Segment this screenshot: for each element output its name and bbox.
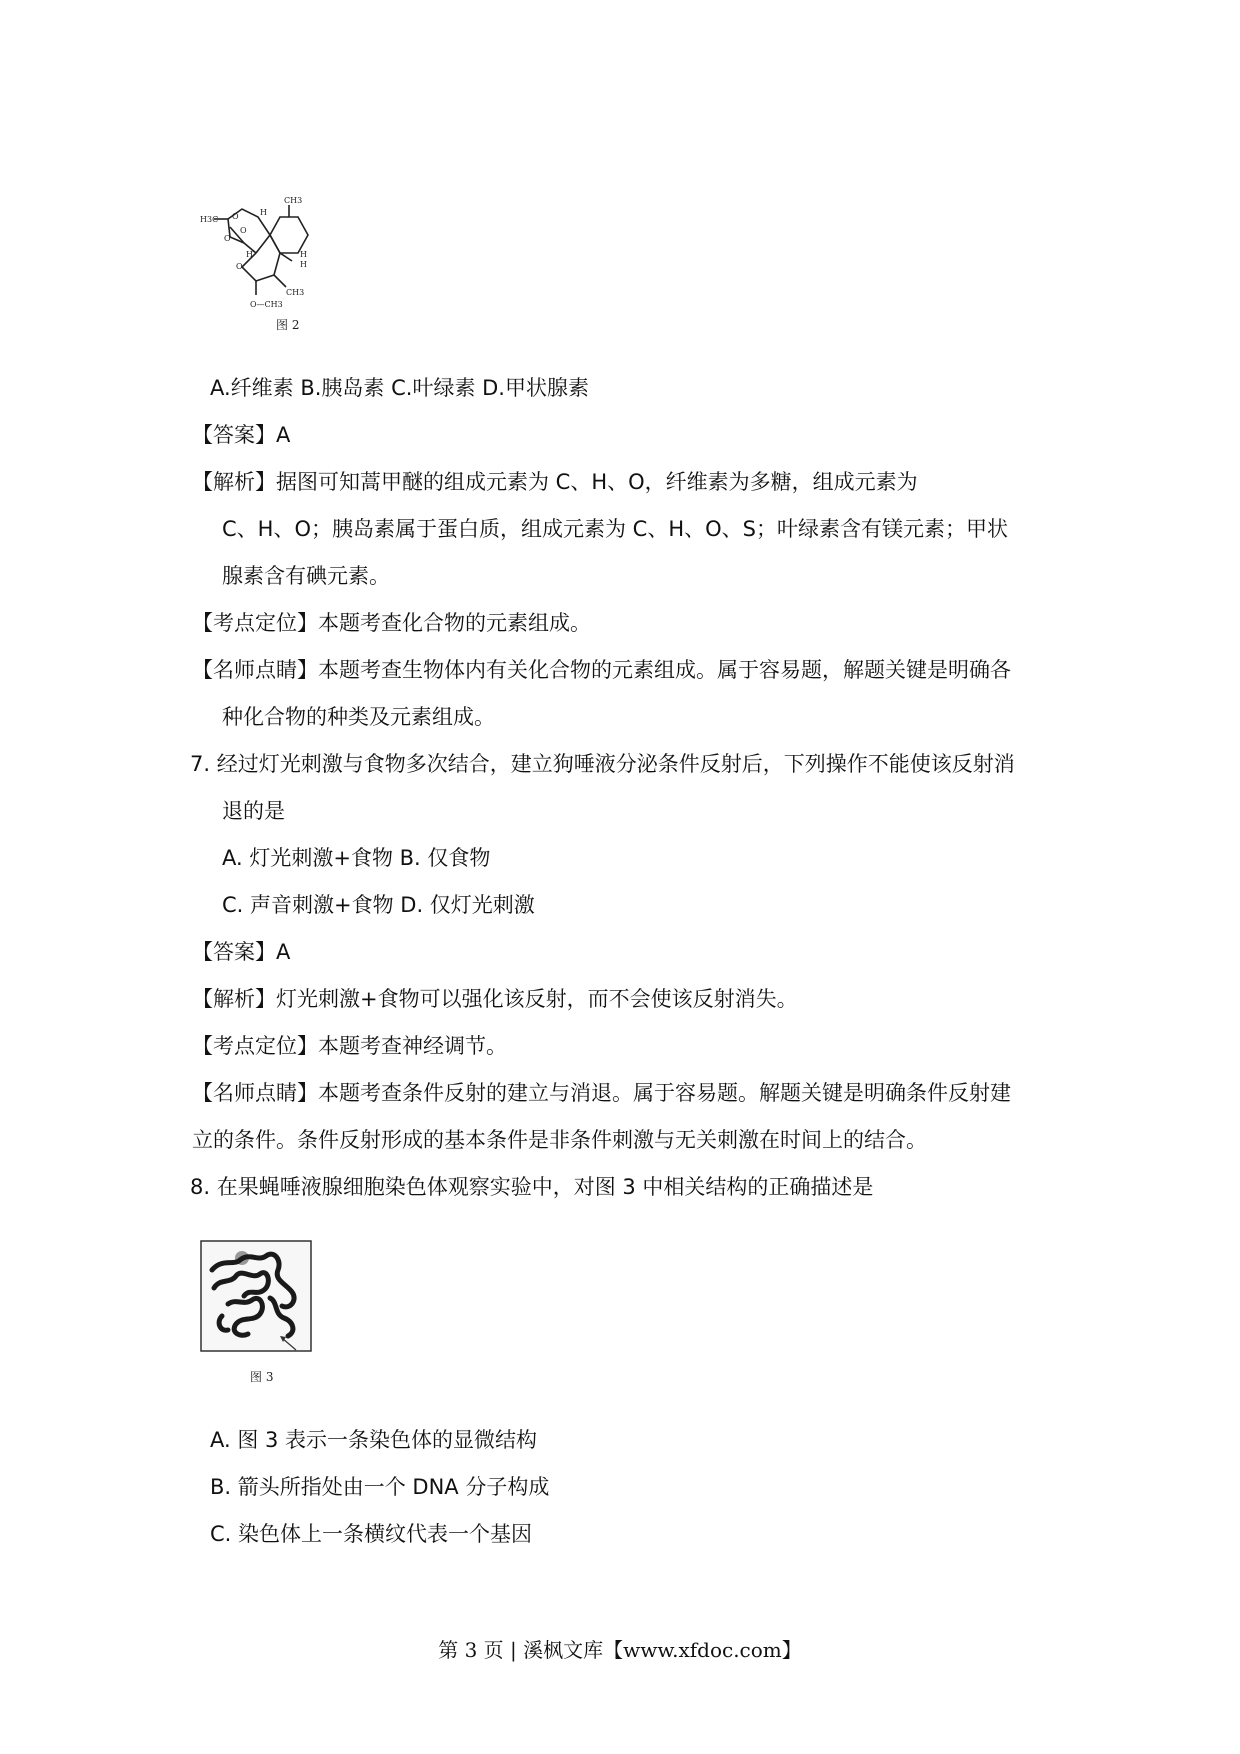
q6-teacher-line-1: 【名师点睛】本题考查生物体内有关化合物的元素组成。属于容易题，解题关键是明确各: [192, 658, 1011, 682]
struct-label: H: [300, 250, 307, 259]
struct-label: CH3: [284, 196, 303, 205]
q6-point: 【考点定位】本题考查化合物的元素组成。: [192, 611, 591, 635]
q6-analysis-line-3: 腺素含有碘元素。: [222, 564, 390, 588]
q7-stem-line-2: 退的是: [222, 799, 285, 823]
q8-option-a: A. 图 3 表示一条染色体的显微结构: [210, 1428, 538, 1452]
q6-teacher-line-2: 种化合物的种类及元素组成。: [222, 705, 495, 729]
struct-label: O—CH3: [250, 300, 283, 309]
q8-stem: 8. 在果蝇唾液腺细胞染色体观察实验中，对图 3 中相关结构的正确描述是: [190, 1175, 874, 1199]
struct-label: H3C: [200, 215, 219, 224]
q7-options-line-2: C. 声音刺激+食物 D. 仅灯光刺激: [222, 893, 535, 917]
struct-label: O: [224, 234, 231, 243]
q6-analysis-line-2: C、H、O；胰岛素属于蛋白质，组成元素为 C、H、O、S；叶绿素含有镁元素；甲状: [222, 517, 1008, 541]
q8-option-c: C. 染色体上一条横纹代表一个基因: [210, 1522, 533, 1546]
struct-label: CH3: [286, 288, 305, 297]
figure-2-structure: [200, 195, 340, 335]
q7-teacher-line-2: 立的条件。条件反射形成的基本条件是非条件刺激与无关刺激在时间上的结合。: [192, 1128, 927, 1152]
q7-point: 【考点定位】本题考查神经调节。: [192, 1034, 507, 1058]
q7-options-line-1: A. 灯光刺激+食物 B. 仅食物: [222, 846, 491, 870]
q7-answer: 【答案】A: [192, 940, 291, 964]
struct-label: H: [300, 260, 307, 269]
struct-label: H: [246, 250, 253, 259]
struct-label: O: [240, 226, 247, 235]
q7-stem-line-1: 7. 经过灯光刺激与食物多次结合，建立狗唾液分泌条件反射后，下列操作不能使该反射消: [190, 752, 1015, 776]
q7-analysis: 【解析】灯光刺激+食物可以强化该反射，而不会使该反射消失。: [192, 987, 798, 1011]
q6-analysis-line-1: 【解析】据图可知蒿甲醚的组成元素为 C、H、O，纤维素为多糖，组成元素为: [192, 470, 918, 494]
q6-options: A.纤维素 B.胰岛素 C.叶绿素 D.甲状腺素: [210, 376, 589, 400]
struct-label: O: [232, 212, 239, 221]
figure-3-caption: 图 3: [250, 1370, 274, 1384]
q6-answer: 【答案】A: [192, 423, 291, 447]
figure-2-caption: 图 2: [276, 318, 300, 332]
page-footer: 第 3 页 | 溪枫文库【www.xfdoc.com】: [438, 1638, 802, 1662]
struct-label: O: [236, 262, 243, 271]
q7-teacher-line-1: 【名师点睛】本题考查条件反射的建立与消退。属于容易题。解题关键是明确条件反射建: [192, 1081, 1011, 1105]
figure-3-chromosome-image: [200, 1240, 312, 1352]
q8-option-b: B. 箭头所指处由一个 DNA 分子构成: [210, 1475, 550, 1499]
struct-label: H: [260, 208, 267, 217]
